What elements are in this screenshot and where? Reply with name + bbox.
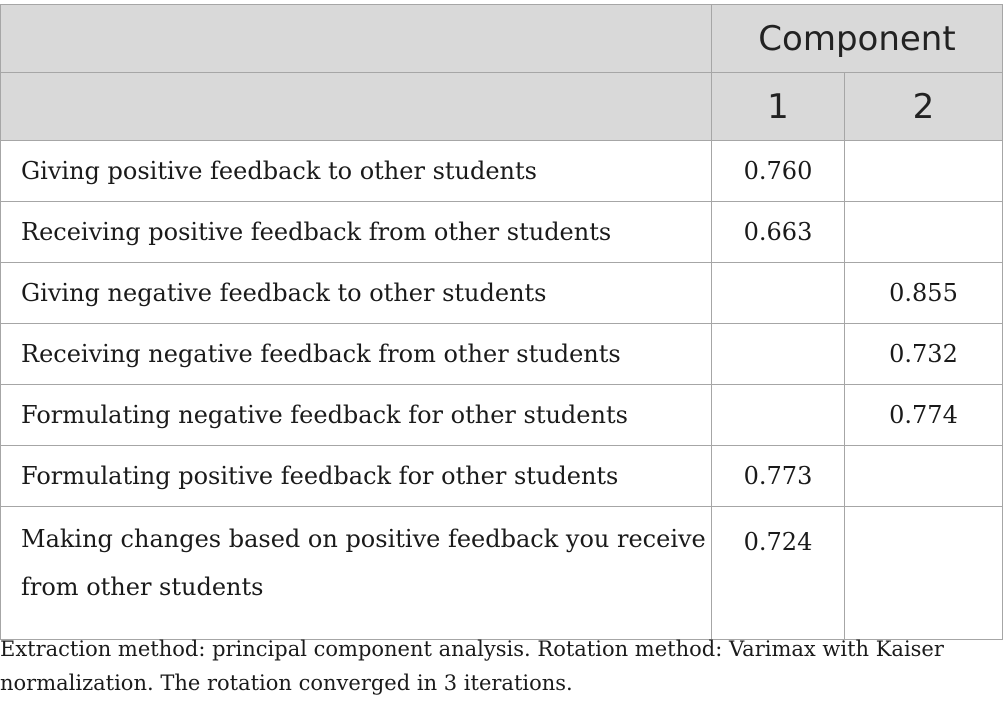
table-row [1, 446, 1003, 507]
component-1-value: 0.773 [712, 446, 845, 507]
component-1-value [712, 263, 845, 324]
table-row [1, 324, 1003, 385]
row-label: Receiving negative feedback from other students [1, 324, 712, 385]
component-2-value: 0.855 [845, 263, 1003, 324]
row-label: Giving positive feedback to other students [1, 141, 712, 202]
loadings-table-container [0, 4, 1003, 640]
row-label: Formulating negative feedback for other students [1, 385, 712, 446]
header-row-columns [1, 73, 1003, 141]
component-2-value [845, 141, 1003, 202]
header-row-group [1, 5, 1003, 73]
component-1-value: 0.663 [712, 202, 845, 263]
table-body [1, 141, 1003, 640]
component-2-value: 0.732 [845, 324, 1003, 385]
component-2-header: 2 [845, 73, 1003, 141]
component-1-value: 0.724 [712, 507, 845, 640]
row-label: Making changes based on positive feedback you receive from other students [1, 507, 712, 640]
component-loadings-table [0, 4, 1003, 640]
table-header [1, 5, 1003, 141]
component-2-value [845, 202, 1003, 263]
component-1-value [712, 324, 845, 385]
component-2-value: 0.774 [845, 385, 1003, 446]
header-empty-cell [1, 5, 712, 73]
component-1-value: 0.760 [712, 141, 845, 202]
component-2-value [845, 507, 1003, 640]
table-row [1, 263, 1003, 324]
table-footnote: Extraction method: principal component analysis. Rotation method: Varimax with Kaiser normalization. The rotation converged in 3 iterations. [0, 637, 944, 695]
row-label: Formulating positive feedback for other students [1, 446, 712, 507]
table-row [1, 507, 1003, 640]
row-label: Receiving positive feedback from other students [1, 202, 712, 263]
row-label: Giving negative feedback to other students [1, 263, 712, 324]
component-1-header: 1 [712, 73, 845, 141]
component-group-header: Component [712, 5, 1003, 73]
table-row [1, 385, 1003, 446]
table-row [1, 141, 1003, 202]
header-empty-cell [1, 73, 712, 141]
component-2-value [845, 446, 1003, 507]
component-1-value [712, 385, 845, 446]
table-row [1, 202, 1003, 263]
